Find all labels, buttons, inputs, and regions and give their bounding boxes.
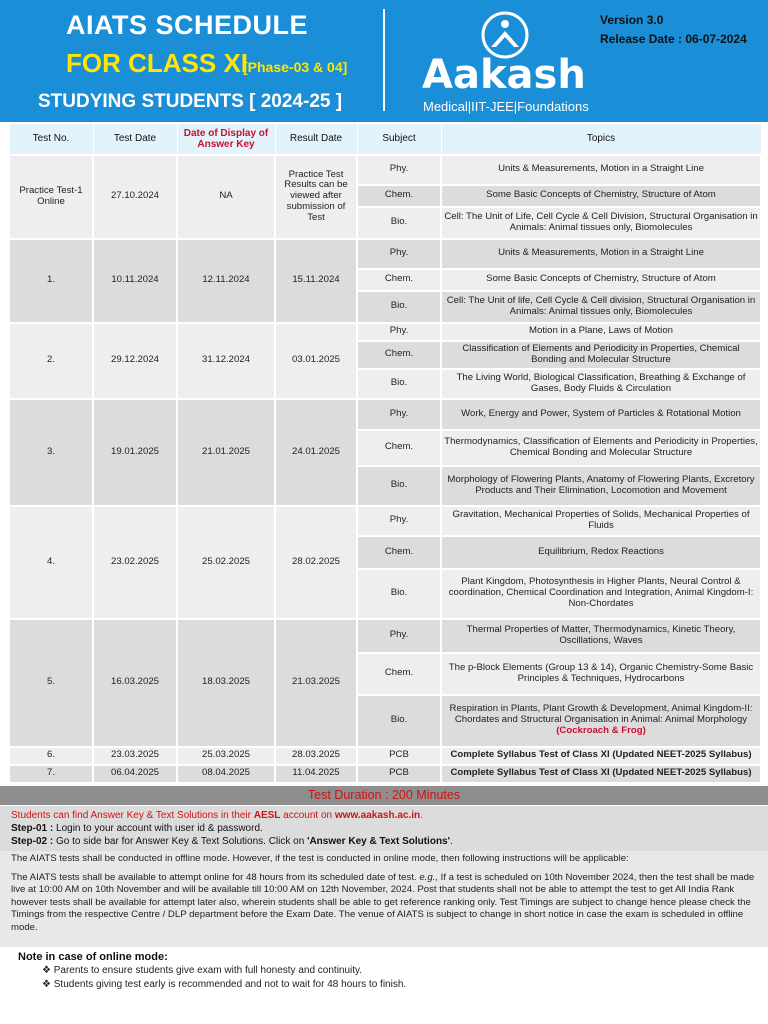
test-no-cell: 1. [9, 239, 93, 323]
topics-cell: Plant Kingdom, Photosynthesis in Higher Plants, Neural Control & coordination, Chemical Coordination and Integration, Animal Kingdom-I: Non-Chordates [441, 569, 761, 619]
subject-cell: Bio. [357, 291, 441, 323]
test-no-cell: 4. [9, 506, 93, 619]
test-date-cell: 06.04.2025 [93, 765, 177, 783]
answer-key-date-cell: 12.11.2024 [177, 239, 275, 323]
subject-cell: Chem. [357, 341, 441, 369]
header-subject: Subject [357, 124, 441, 155]
test-no-cell: 6. [9, 747, 93, 765]
test-duration-bar: Test Duration : 200 Minutes [0, 786, 768, 805]
topics-cell: Classification of Elements and Periodicity in Properties, Chemical Bonding and Molecular Structure [441, 341, 761, 369]
answer-key-date-cell: 25.02.2025 [177, 506, 275, 619]
header-test-no: Test No. [9, 124, 93, 155]
test-no-cell: 7. [9, 765, 93, 783]
subject-cell: Chem. [357, 185, 441, 207]
answer-key-info [0, 806, 768, 851]
version-label: Version 3.0 [600, 13, 664, 27]
subject-cell: Bio. [357, 369, 441, 399]
topics-cell: Gravitation, Mechanical Properties of Solids, Mechanical Properties of Fluids [441, 506, 761, 536]
info-p2-a: The AIATS tests shall be available to attempt online for 48 hours from its scheduled date of test. [11, 871, 420, 883]
step-2-link-text: 'Answer Key & Text Solutions' [307, 836, 450, 847]
table-row [9, 765, 761, 783]
topics-cell: Work, Energy and Power, System of Particles & Rotational Motion [441, 399, 761, 430]
answer-key-date-cell: 25.03.2025 [177, 747, 275, 765]
test-date-cell: 23.03.2025 [93, 747, 177, 765]
step-2-line [11, 835, 768, 848]
diamond-bullet-icon: ❖ [42, 979, 54, 990]
step-2-label: Step-02 : [11, 836, 54, 847]
topics-cell: Cell: The Unit of Life, Cell Cycle & Cell Division, Structural Organisation in Animals: Animal tissues only, Biomolecules [441, 207, 761, 239]
aakash-logo-icon [418, 8, 598, 116]
result-date-cell: 21.03.2025 [275, 619, 357, 747]
subject-cell: Phy. [357, 399, 441, 430]
note-bullet-text: Students giving test early is recommended and not to wait for 48 hours to finish. [53, 979, 407, 990]
test-date-cell: 19.01.2025 [93, 399, 177, 506]
note-bullet-text: Parents to ensure students give exam with full honesty and continuity. [53, 965, 363, 976]
schedule-table [8, 123, 762, 784]
aesl-mid-text: account on [280, 810, 335, 821]
answer-key-date-cell: NA [177, 155, 275, 239]
test-date-cell: 16.03.2025 [93, 619, 177, 747]
phase-label: [Phase-03 & 04] [243, 59, 348, 75]
svg-text:Aakash: Aakash [422, 52, 586, 98]
test-no-cell: Practice Test-1 Online [9, 155, 93, 239]
topics-cell: Some Basic Concepts of Chemistry, Structure of Atom [441, 185, 761, 207]
table-row [9, 747, 761, 765]
answer-key-date-cell: 08.04.2025 [177, 765, 275, 783]
test-date-cell: 23.02.2025 [93, 506, 177, 619]
topics-cell: Complete Syllabus Test of Class XI (Updated NEET-2025 Syllabus) [441, 747, 761, 765]
topics-highlight: (Cockroach & Frog) [556, 724, 646, 736]
subject-cell: PCB [357, 765, 441, 783]
header-answer-key-date: Date of Display of Answer Key [177, 124, 275, 155]
topics-cell: Equilibrium, Redox Reactions [441, 536, 761, 569]
info-paragraph-2 [11, 872, 757, 935]
step-1-line [11, 822, 768, 835]
table-row [9, 506, 761, 536]
online-mode-info [0, 851, 768, 947]
result-date-cell: 28.03.2025 [275, 747, 357, 765]
subject-cell: Bio. [357, 466, 441, 506]
note-title: Note in case of online mode: [18, 951, 168, 963]
test-date-cell: 29.12.2024 [93, 323, 177, 399]
step-2-end: . [450, 836, 453, 847]
header-result-date: Result Date [275, 124, 357, 155]
result-date-cell: 03.01.2025 [275, 323, 357, 399]
header-divider [383, 9, 385, 111]
test-no-cell: 5. [9, 619, 93, 747]
table-row [9, 155, 761, 185]
subject-cell: Bio. [357, 207, 441, 239]
header-test-date: Test Date [93, 124, 177, 155]
subject-cell: Phy. [357, 239, 441, 269]
table-row [9, 399, 761, 430]
topics-cell: Complete Syllabus Test of Class XI (Updated NEET-2025 Syllabus) [441, 765, 761, 783]
test-date-cell: 10.11.2024 [93, 239, 177, 323]
subject-cell: PCB [357, 747, 441, 765]
table-row [9, 323, 761, 341]
release-date-label: Release Date : 06-07-2024 [600, 32, 747, 46]
topics-cell: The p-Block Elements (Group 13 & 14), Organic Chemistry-Some Basic Principles & Techniques, Hydrocarbons [441, 653, 761, 695]
info-paragraph-1: The AIATS tests shall be conducted in offline mode. However, if the test is conducted in online mode, then following instructions will be applicable: [11, 853, 629, 864]
topics-cell: Units & Measurements, Motion in a Straight Line [441, 239, 761, 269]
note-bullet [42, 965, 362, 976]
result-date-cell: 11.04.2025 [275, 765, 357, 783]
table-row [9, 239, 761, 269]
topics-cell: Thermodynamics, Classification of Elements and Periodicity in Properties, Chemical Bonding and Molecular Structure [441, 430, 761, 466]
table-header-row [9, 124, 761, 155]
subject-cell: Phy. [357, 155, 441, 185]
result-date-cell: 15.11.2024 [275, 239, 357, 323]
subject-cell: Phy. [357, 506, 441, 536]
aesl-pre-text: Students can find Answer Key & Text Solutions in their [11, 810, 254, 821]
header-banner [0, 0, 768, 122]
step-1-label: Step-01 : [11, 823, 54, 834]
test-no-cell: 2. [9, 323, 93, 399]
title-line3: STUDYING STUDENTS [ 2024-25 ] [38, 91, 343, 112]
step-1-text: Login to your account with user id & password. [53, 823, 263, 834]
subject-cell: Chem. [357, 430, 441, 466]
info-p2-eg: e.g., [419, 871, 438, 883]
subject-cell: Chem. [357, 536, 441, 569]
subject-cell: Phy. [357, 323, 441, 341]
aesl-line [11, 809, 768, 822]
topics-cell: Motion in a Plane, Laws of Motion [441, 323, 761, 341]
aesl-word: AESL [253, 810, 281, 821]
topics-cell [441, 695, 761, 747]
subject-cell: Phy. [357, 619, 441, 653]
title-line1: AIATS SCHEDULE [66, 10, 309, 40]
note-bullet [42, 979, 406, 990]
diamond-bullet-icon: ❖ [42, 965, 54, 976]
test-date-cell: 27.10.2024 [93, 155, 177, 239]
topics-cell: Morphology of Flowering Plants, Anatomy of Flowering Plants, Excretory Products and Their Elimination, Locomotion and Movement [441, 466, 761, 506]
subject-cell: Chem. [357, 653, 441, 695]
header-topics: Topics [441, 124, 761, 155]
topics-cell: Cell: The Unit of life, Cell Cycle & Cell division, Structural Organisation in Animals: Animal tissues only, Biomolecules [441, 291, 761, 323]
aakash-url-link[interactable]: www.aakash.ac.in [334, 810, 421, 821]
aesl-end-text: . [420, 810, 423, 821]
topics-cell: Some Basic Concepts of Chemistry, Structure of Atom [441, 269, 761, 291]
topics-cell: Thermal Properties of Matter, Thermodynamics, Kinetic Theory, Oscillations, Waves [441, 619, 761, 653]
topics-cell: Units & Measurements, Motion in a Straight Line [441, 155, 761, 185]
table-row [9, 619, 761, 653]
answer-key-date-cell: 21.01.2025 [177, 399, 275, 506]
topics-cell: The Living World, Biological Classification, Breathing & Exchange of Gases, Body Fluids & Circulation [441, 369, 761, 399]
result-date-cell: 28.02.2025 [275, 506, 357, 619]
svg-text:Medical|IIT-JEE|Foundations: Medical|IIT-JEE|Foundations [423, 99, 589, 114]
info-p2-b: If a test is scheduled on 10th November 2024, then the test shall be made live at 10:00 AM on 10th November and will be available till 10:00 AM on 12th November, 2024. Post that students shall not be able to attempt the test to get All India Rank however tests shall be available for attempt later also, wherein students shall be able to get reference ranking only. Test Timings are subject to change hence please check the Timings from the respective Centre / DLP department before the Exam Date. The venue of AIATS is subject to change in short notice in case the exam is scheduled in offline mode. [11, 871, 755, 933]
title-line2: FOR CLASS XI [66, 48, 249, 78]
subject-cell: Bio. [357, 569, 441, 619]
subject-cell: Bio. [357, 695, 441, 747]
test-no-cell: 3. [9, 399, 93, 506]
result-date-cell: 24.01.2025 [275, 399, 357, 506]
result-date-cell: Practice Test Results can be viewed after submission of Test [275, 155, 357, 239]
step-2-text: Go to side bar for Answer Key & Text Solutions. Click on [53, 836, 308, 847]
topics-text: Respiration in Plants, Plant Growth & Development, Animal Kingdom-II: Chordates and Structural Organisation in Animal: Animal Morphology [449, 703, 753, 726]
subject-cell: Chem. [357, 269, 441, 291]
answer-key-date-cell: 31.12.2024 [177, 323, 275, 399]
answer-key-date-cell: 18.03.2025 [177, 619, 275, 747]
